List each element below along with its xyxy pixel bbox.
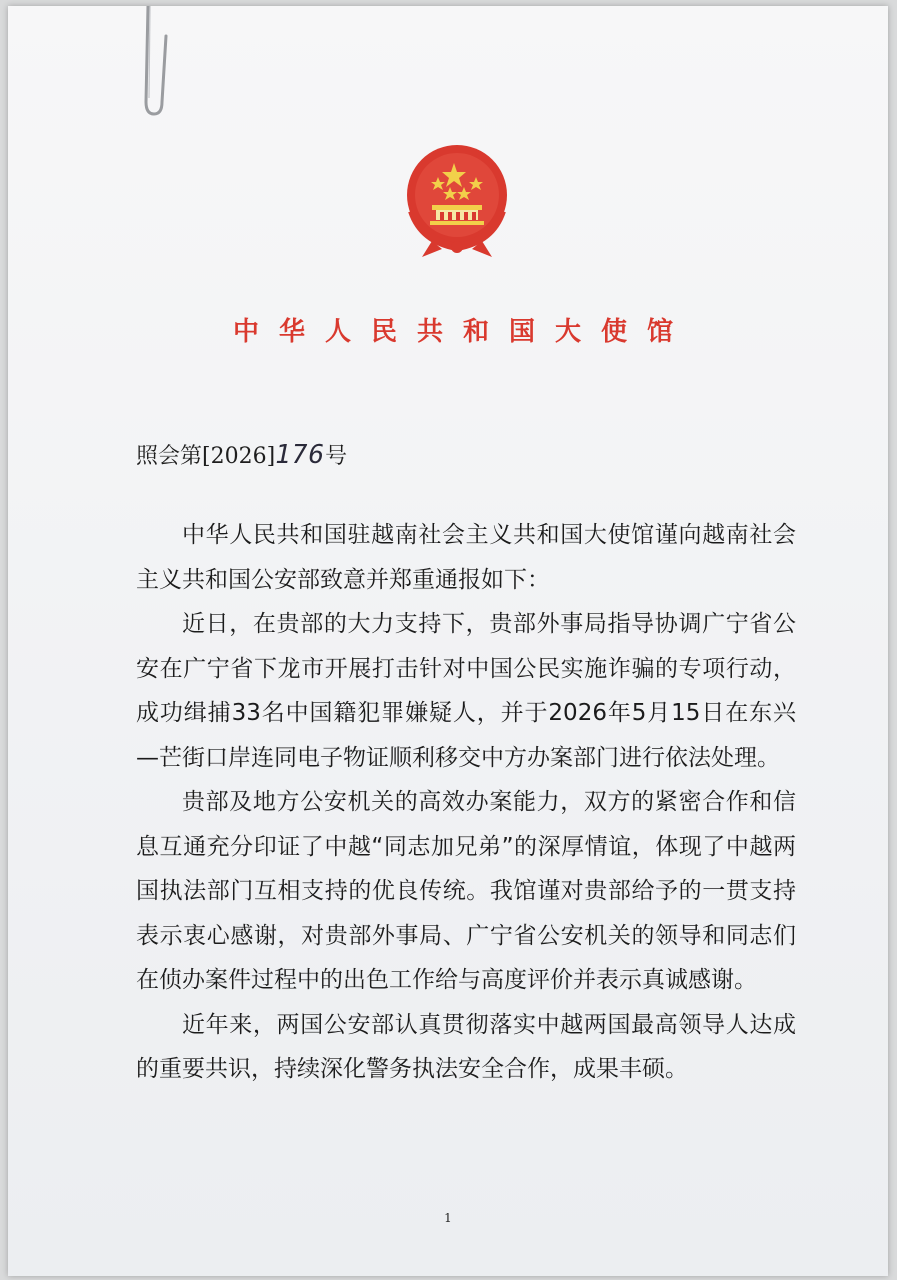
note-number-prefix: 照会第[2026] [136, 444, 276, 469]
page-number: 1 [444, 1211, 452, 1225]
paragraph: 近年来，两国公安部认真贯彻落实中越两国最高领导人达成的重要共识，持续深化警务执法安全合作，成果丰硕。 [136, 1011, 796, 1082]
paragraph: 贵部及地方公安机关的高效办案能力，双方的紧密合作和信息互通充分印证了中越“同志加兄弟”的深厚情谊，体现了中越两国执法部门互相支持的优良传统。我馆谨对贵部给予的一贯支持表示衷心感谢，对贵部外事局、广宁省公安机关的领导和同志们在侦办案件过程中的出色工作给与高度评价并表示真诚感谢。 [136, 789, 796, 993]
document-page [8, 6, 888, 1276]
paragraph: 中华人民共和国驻越南社会主义共和国大使馆谨向越南社会主义共和国公安部致意并郑重通报如下： [136, 522, 796, 593]
note-body [136, 513, 796, 1092]
handwritten-note-number: 176 [275, 440, 326, 470]
note-number [136, 439, 347, 470]
note-number-suffix: 号 [325, 444, 348, 469]
paragraph: 近日，在贵部的大力支持下，贵部外事局指导协调广宁省公安在广宁省下龙市开展打击针对中国公民实施诈骗的专项行动，成功缉捕33名中国籍犯罪嫌疑人，并于2026年5月15日在东兴—芒街口岸连同电子物证顺利移交中方办案部门进行依法处理。 [136, 611, 796, 771]
paper-clip-icon [126, 6, 176, 118]
national-emblem-icon [402, 141, 512, 259]
embassy-name-heading: 中华人民共和国大使馆 [232, 317, 693, 347]
